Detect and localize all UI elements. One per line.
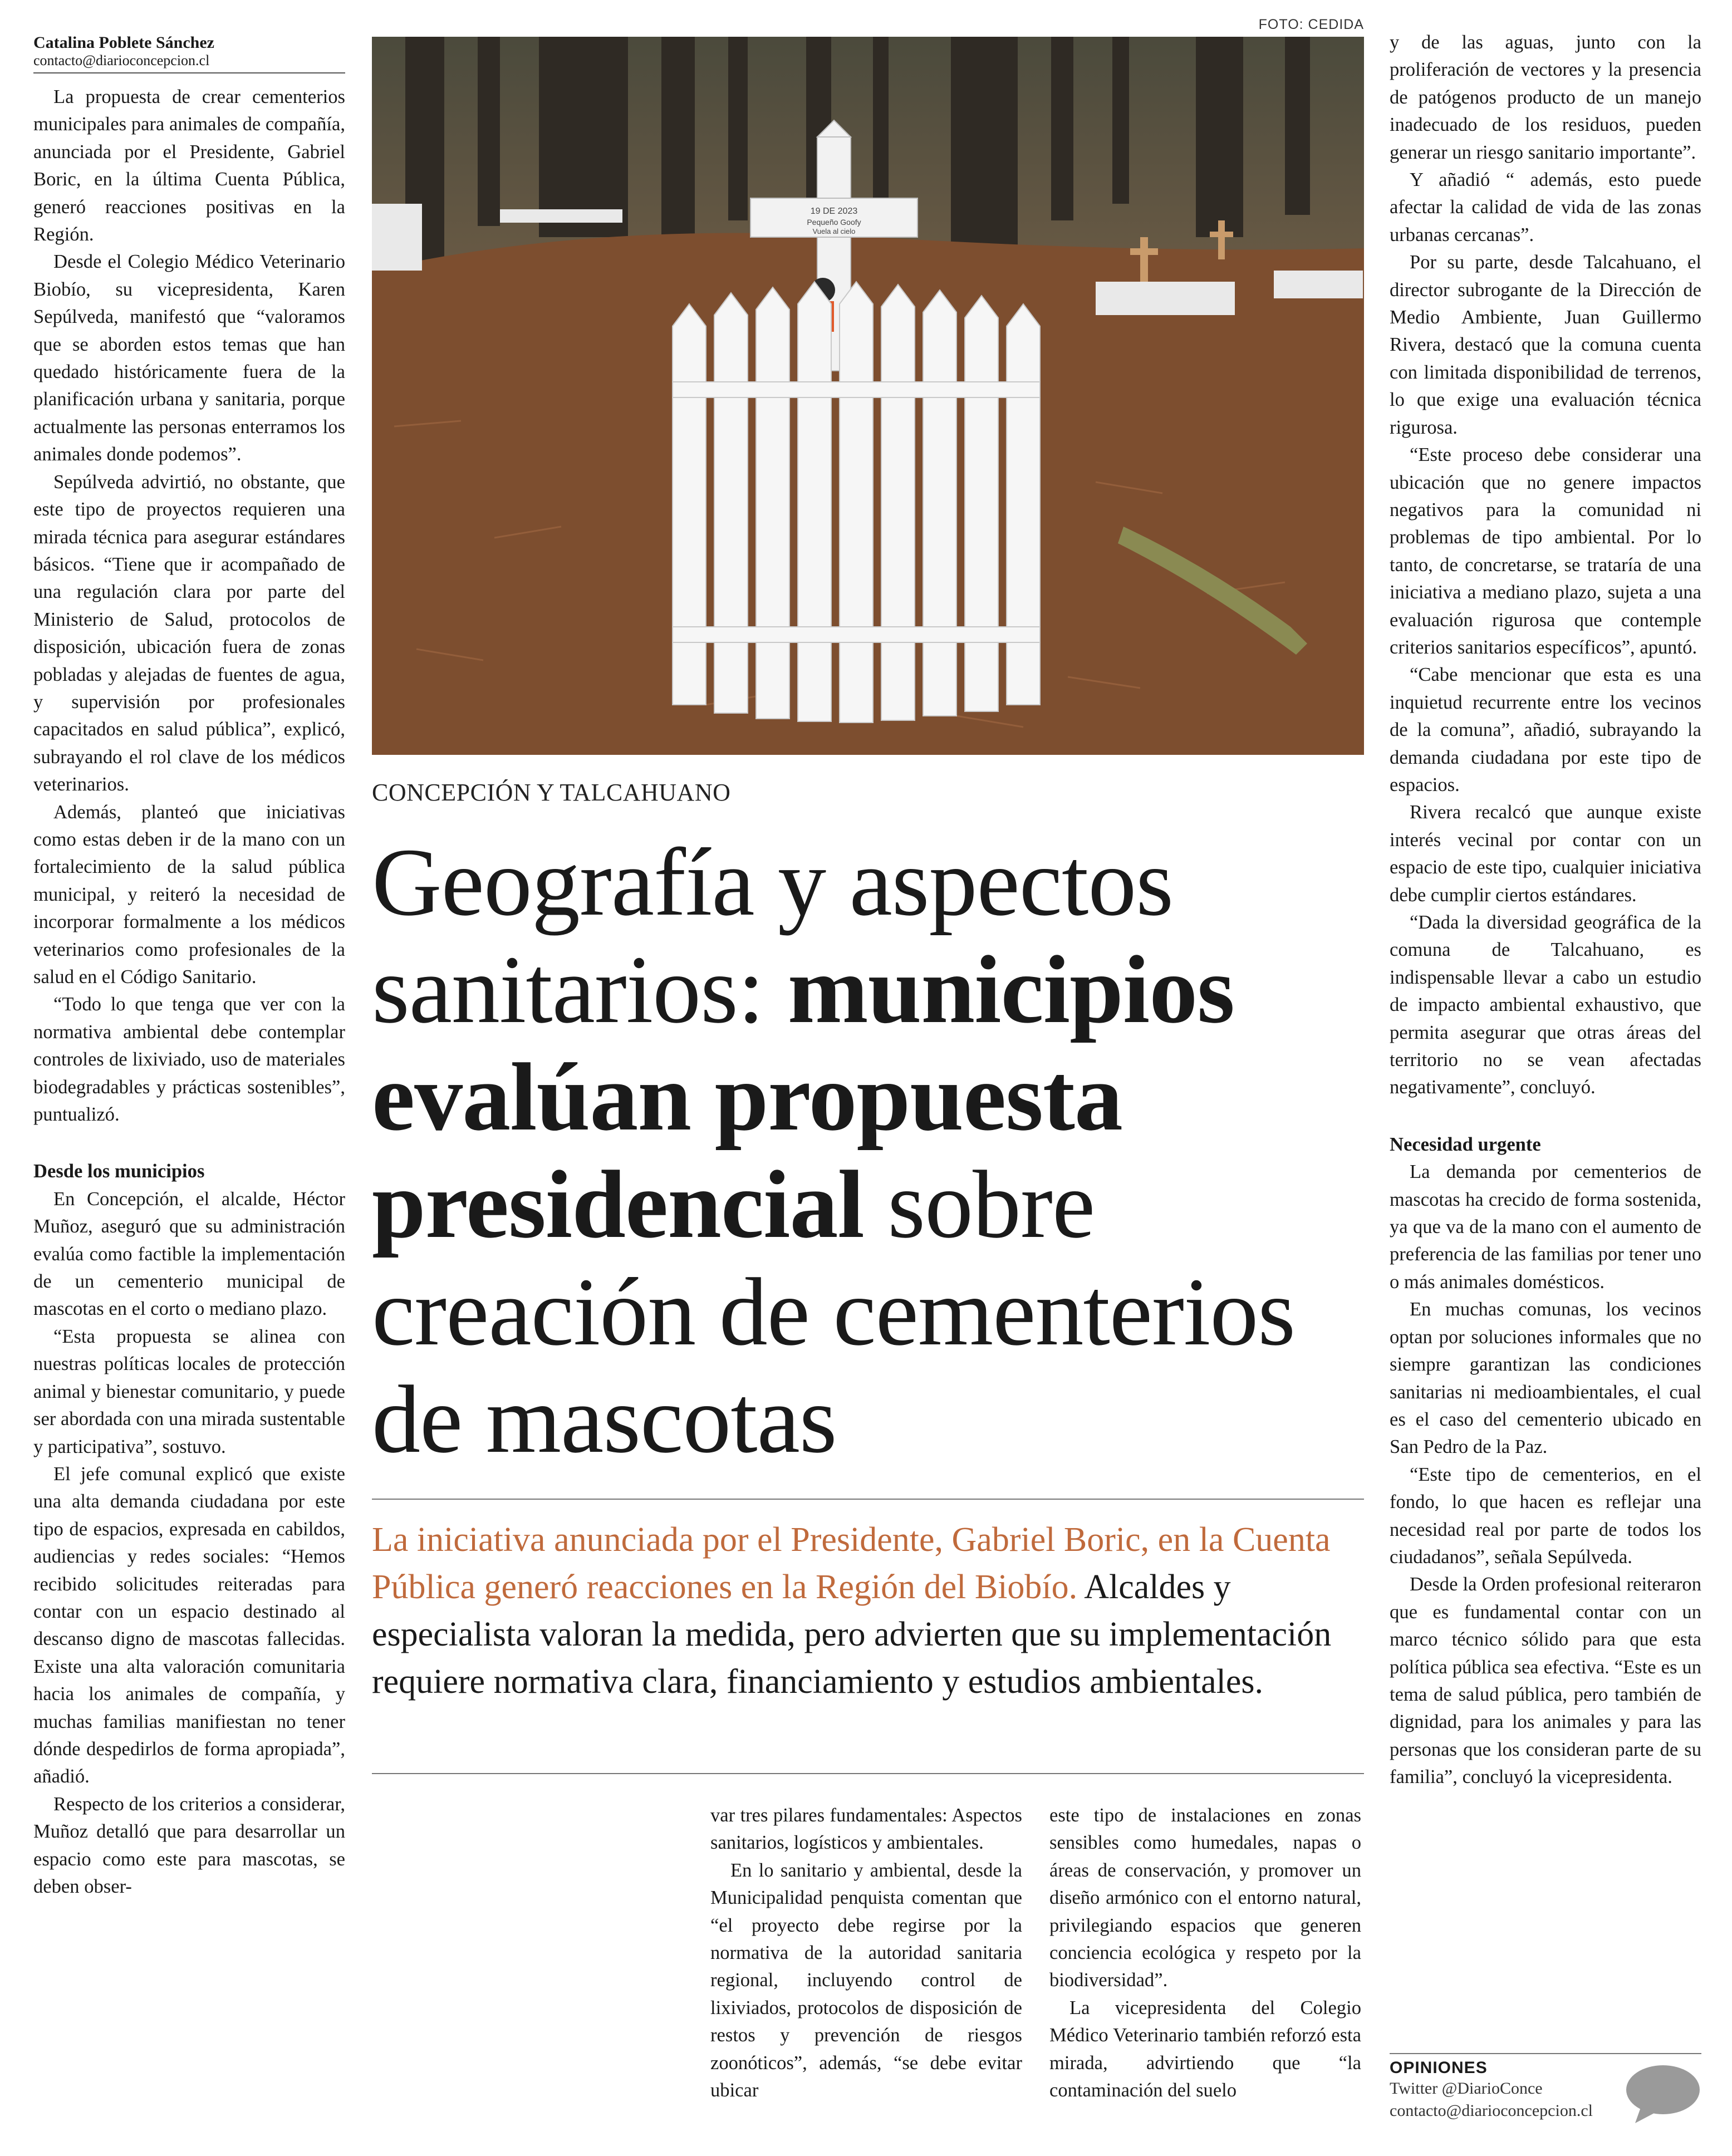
paragraph: “Esta propuesta se alinea con nuestras políticas locales de protección animal y bienestar comunitario, y puede ser abordada con una mirada sustentable y participativa”, sostuvo.: [33, 1325, 345, 1457]
paragraph: Desde la Orden profesional reiteraron que es fundamental contar con un marco técnico sólido para que esta política pública sea efectiva. “Este es un tema de salud pública, pero también de dignidad, para los animales y para las personas que los consideran parte de su familia”, concluyó la vicepresidenta.: [1390, 1574, 1701, 1788]
opiniones-rule: [1390, 2053, 1701, 2054]
photo-credit: FOTO: CEDIDA: [1258, 17, 1364, 32]
byline: [33, 33, 345, 73]
paragraph: Y añadió “ además, esto puede afectar la calidad de vida de las zonas urbanas cercanas”.: [1390, 169, 1701, 245]
body-column-mid-2: [1049, 1802, 1361, 2104]
paragraph: El jefe comunal explicó que existe una alta demanda ciudadana por este tipo de espacios, expresada en cabildos, audiencias y redes sociales: “Hemos recibido solicitudes reiteradas para contar con un espacio destinado al descanso digno de mascotas fallecidas. Existe una alta valoración comunitaria hacia los animales de compañía, y muchas familias manifiestan no tener dónde despedirlos de forma apropiada”, añadió.: [33, 1463, 345, 1787]
paragraph: var tres pilares fundamentales: Aspectos sanitarios, logísticos y ambientales.: [710, 1805, 1022, 1854]
speech-bubble-icon: [1624, 2063, 1702, 2127]
paragraph: La propuesta de crear cementerios municipales para animales de compañía, anunciada por el Presidente, Gabriel Boric, en la última Cuenta Pública, generó reacciones positivas en la Región.: [33, 86, 345, 245]
subhead: Necesidad urgente: [1390, 1133, 1541, 1155]
paragraph: En Concepción, el alcalde, Héctor Muñoz, aseguró que su administración evalúa como factible la implementación de un cementerio municipal de mascotas en el corto o mediano plazo.: [33, 1188, 345, 1320]
paragraph: La vicepresidenta del Colegio Médico Veterinario también reforzó esta mirada, advirtiendo que “la contaminación del suelo: [1049, 1997, 1361, 2101]
paragraph: Respecto de los criterios a considerar, Muñoz detalló que para desarrollar un espacio como este para mascotas, se deben obser-: [33, 1793, 345, 1897]
paragraph: En muchas comunas, los vecinos optan por soluciones informales que no siempre garantizan las condiciones sanitarias ni medioambientales, el cual es el caso del cementerio ubicado en San Pedro de la Paz.: [1390, 1299, 1701, 1458]
headline: [372, 828, 1368, 1473]
author-name: Catalina Poblete Sánchez: [33, 33, 214, 52]
deck-rest: Alcaldes y especialista valoran la medida, pero advierten que su implementación requiere normativa clara, financiamiento y estudios ambientales.: [372, 1568, 1332, 1701]
deck-rule-bottom: [372, 1773, 1364, 1774]
paragraph: Sepúlveda advirtió, no obstante, que este tipo de proyectos requieren una mirada técnica para asegurar estándares básicos. “Tiene que ir acompañado de una regulación clara por parte del Ministerio de Salud, protocolos de disposición, ubicación fuera de zonas pobladas y alejadas de fuentes de agua, y supervisión por profesionales capacitados en salud pública”, explicó, subrayando el rol clave de los médicos veterinarios.: [33, 471, 345, 795]
paragraph: “Este proceso debe considerar una ubicación que no genere impactos negativos para la comunidad ni problemas de tipo ambiental. Por lo tanto, de concretarse, se trataría de una iniciativa a mediano plazo, sujeta a una evaluación rigurosa que contemple criterios sanitarios específicos”, apuntó.: [1390, 444, 1701, 658]
paragraph: Por su parte, desde Talcahuano, el director subrogante de la Dirección de Medio Ambiente, Juan Guillermo Rivera, destacó que la comuna cuenta con limitada disponibilidad de terrenos, lo que exige una evaluación técnica rigurosa.: [1390, 252, 1701, 438]
body-column-mid-1: [710, 1802, 1022, 2104]
byline-rule: [33, 72, 345, 73]
paragraph: La demanda por cementerios de mascotas ha crecido de forma sostenida, ya que va de la mano con el aumento de preferencia de las familias por tener uno o más animales domésticos.: [1390, 1161, 1701, 1293]
opiniones-email[interactable]: contacto@diarioconcepcion.cl: [1390, 2101, 1593, 2120]
opiniones-title: OPINIONES: [1390, 2059, 1488, 2077]
deck-accent: La iniciativa anunciada por el Presidente, Gabriel Boric, en la Cuenta Pública generó reacciones en la Región del Biobío.: [372, 1521, 1331, 1606]
paragraph: Rivera recalcó que aunque existe interés vecinal por contar con un espacio de este tipo, cualquier iniciativa debe cumplir ciertos estándares.: [1390, 802, 1701, 906]
pet-cemetery-photo: [372, 37, 1364, 755]
paragraph: “Dada la diversidad geográfica de la comuna de Talcahuano, es indispensable llevar a cabo un estudio de impacto ambiental exhaustivo, que permita asegurar que otras áreas del territorio no se vean afectadas negativamente”, concluyó.: [1390, 912, 1701, 1098]
paragraph: “Este tipo de cementerios, en el fondo, lo que hacen es reflejar una necesidad real por parte de todos los ciudadanos”, señala Sepúlveda.: [1390, 1463, 1701, 1568]
paragraph: Desde el Colegio Médico Veterinario Biobío, su vicepresidenta, Karen Sepúlveda, manifestó que “valoramos que se aborden estos temas que han quedado históricamente fuera de la planificación urbana y sanitaria, porque actualmente las personas enterramos los animales donde podemos”.: [33, 251, 345, 465]
opiniones-twitter[interactable]: Twitter @DiarioConce: [1390, 2079, 1543, 2098]
deck: [372, 1516, 1368, 1706]
headline-bold: municipios evalúan propuesta presidencial: [372, 936, 1234, 1258]
deck-rule-top: [372, 1499, 1364, 1500]
paragraph: Además, planteó que iniciativas como estas deben ir de la mano con un fortalecimiento de la salud pública municipal, y reiteró la necesidad de incorporar formalmente a los médicos veterinarios como profesionales de la salud en el Código Sanitario.: [33, 801, 345, 988]
body-column-left: [33, 84, 345, 1900]
photo-illustration: [372, 37, 1364, 755]
headline-part-2: sobre creación de cementerios de mascotas: [372, 1151, 1296, 1473]
headline-part-1: Geografía y aspectos sanitarios:: [372, 828, 1174, 1043]
svg-text:Vuela al cielo: Vuela al cielo: [812, 227, 856, 235]
paragraph: y de las aguas, junto con la proliferación de vectores y la presencia de patógenos producto de un manejo inadecuado de los residuos, pueden generar un riesgo sanitario importante”.: [1390, 32, 1701, 163]
paragraph: este tipo de instalaciones en zonas sensibles como humedales, napas o áreas de conservación, y promover un diseño armónico con el entorno natural, privilegiando espacios que generen conciencia ecológica y respeto por la biodiversidad”.: [1049, 1805, 1361, 1991]
paragraph: En lo sanitario y ambiental, desde la Municipalidad penquista comentan que “el proyecto debe regirse por la normativa de la autoridad sanitaria regional, incluyendo control de lixiviados, protocolos de disposición de restos y prevención de riesgos zoonóticos”, además, “se debe evitar ubicar: [710, 1859, 1022, 2101]
paragraph: “Cabe mencionar que esta es una inquietud recurrente entre los vecinos de la comuna”, añadió, subrayando la demanda ciudadana por este tipo de espacios.: [1390, 664, 1701, 795]
author-email: contacto@diarioconcepcion.cl: [33, 52, 210, 68]
svg-text:19 DE 2023: 19 DE 2023: [810, 207, 858, 216]
svg-text:Pequeño Goofy: Pequeño Goofy: [807, 218, 861, 227]
subhead: Desde los municipios: [33, 1161, 205, 1182]
section-label: CONCEPCIÓN Y TALCAHUANO: [372, 779, 731, 806]
body-column-right: [1390, 29, 1701, 1791]
paragraph: “Todo lo que tenga que ver con la normativa ambiental debe contemplar controles de lixiviado, uso de materiales biodegradables y prácticas sostenibles”, puntualizó.: [33, 994, 345, 1126]
